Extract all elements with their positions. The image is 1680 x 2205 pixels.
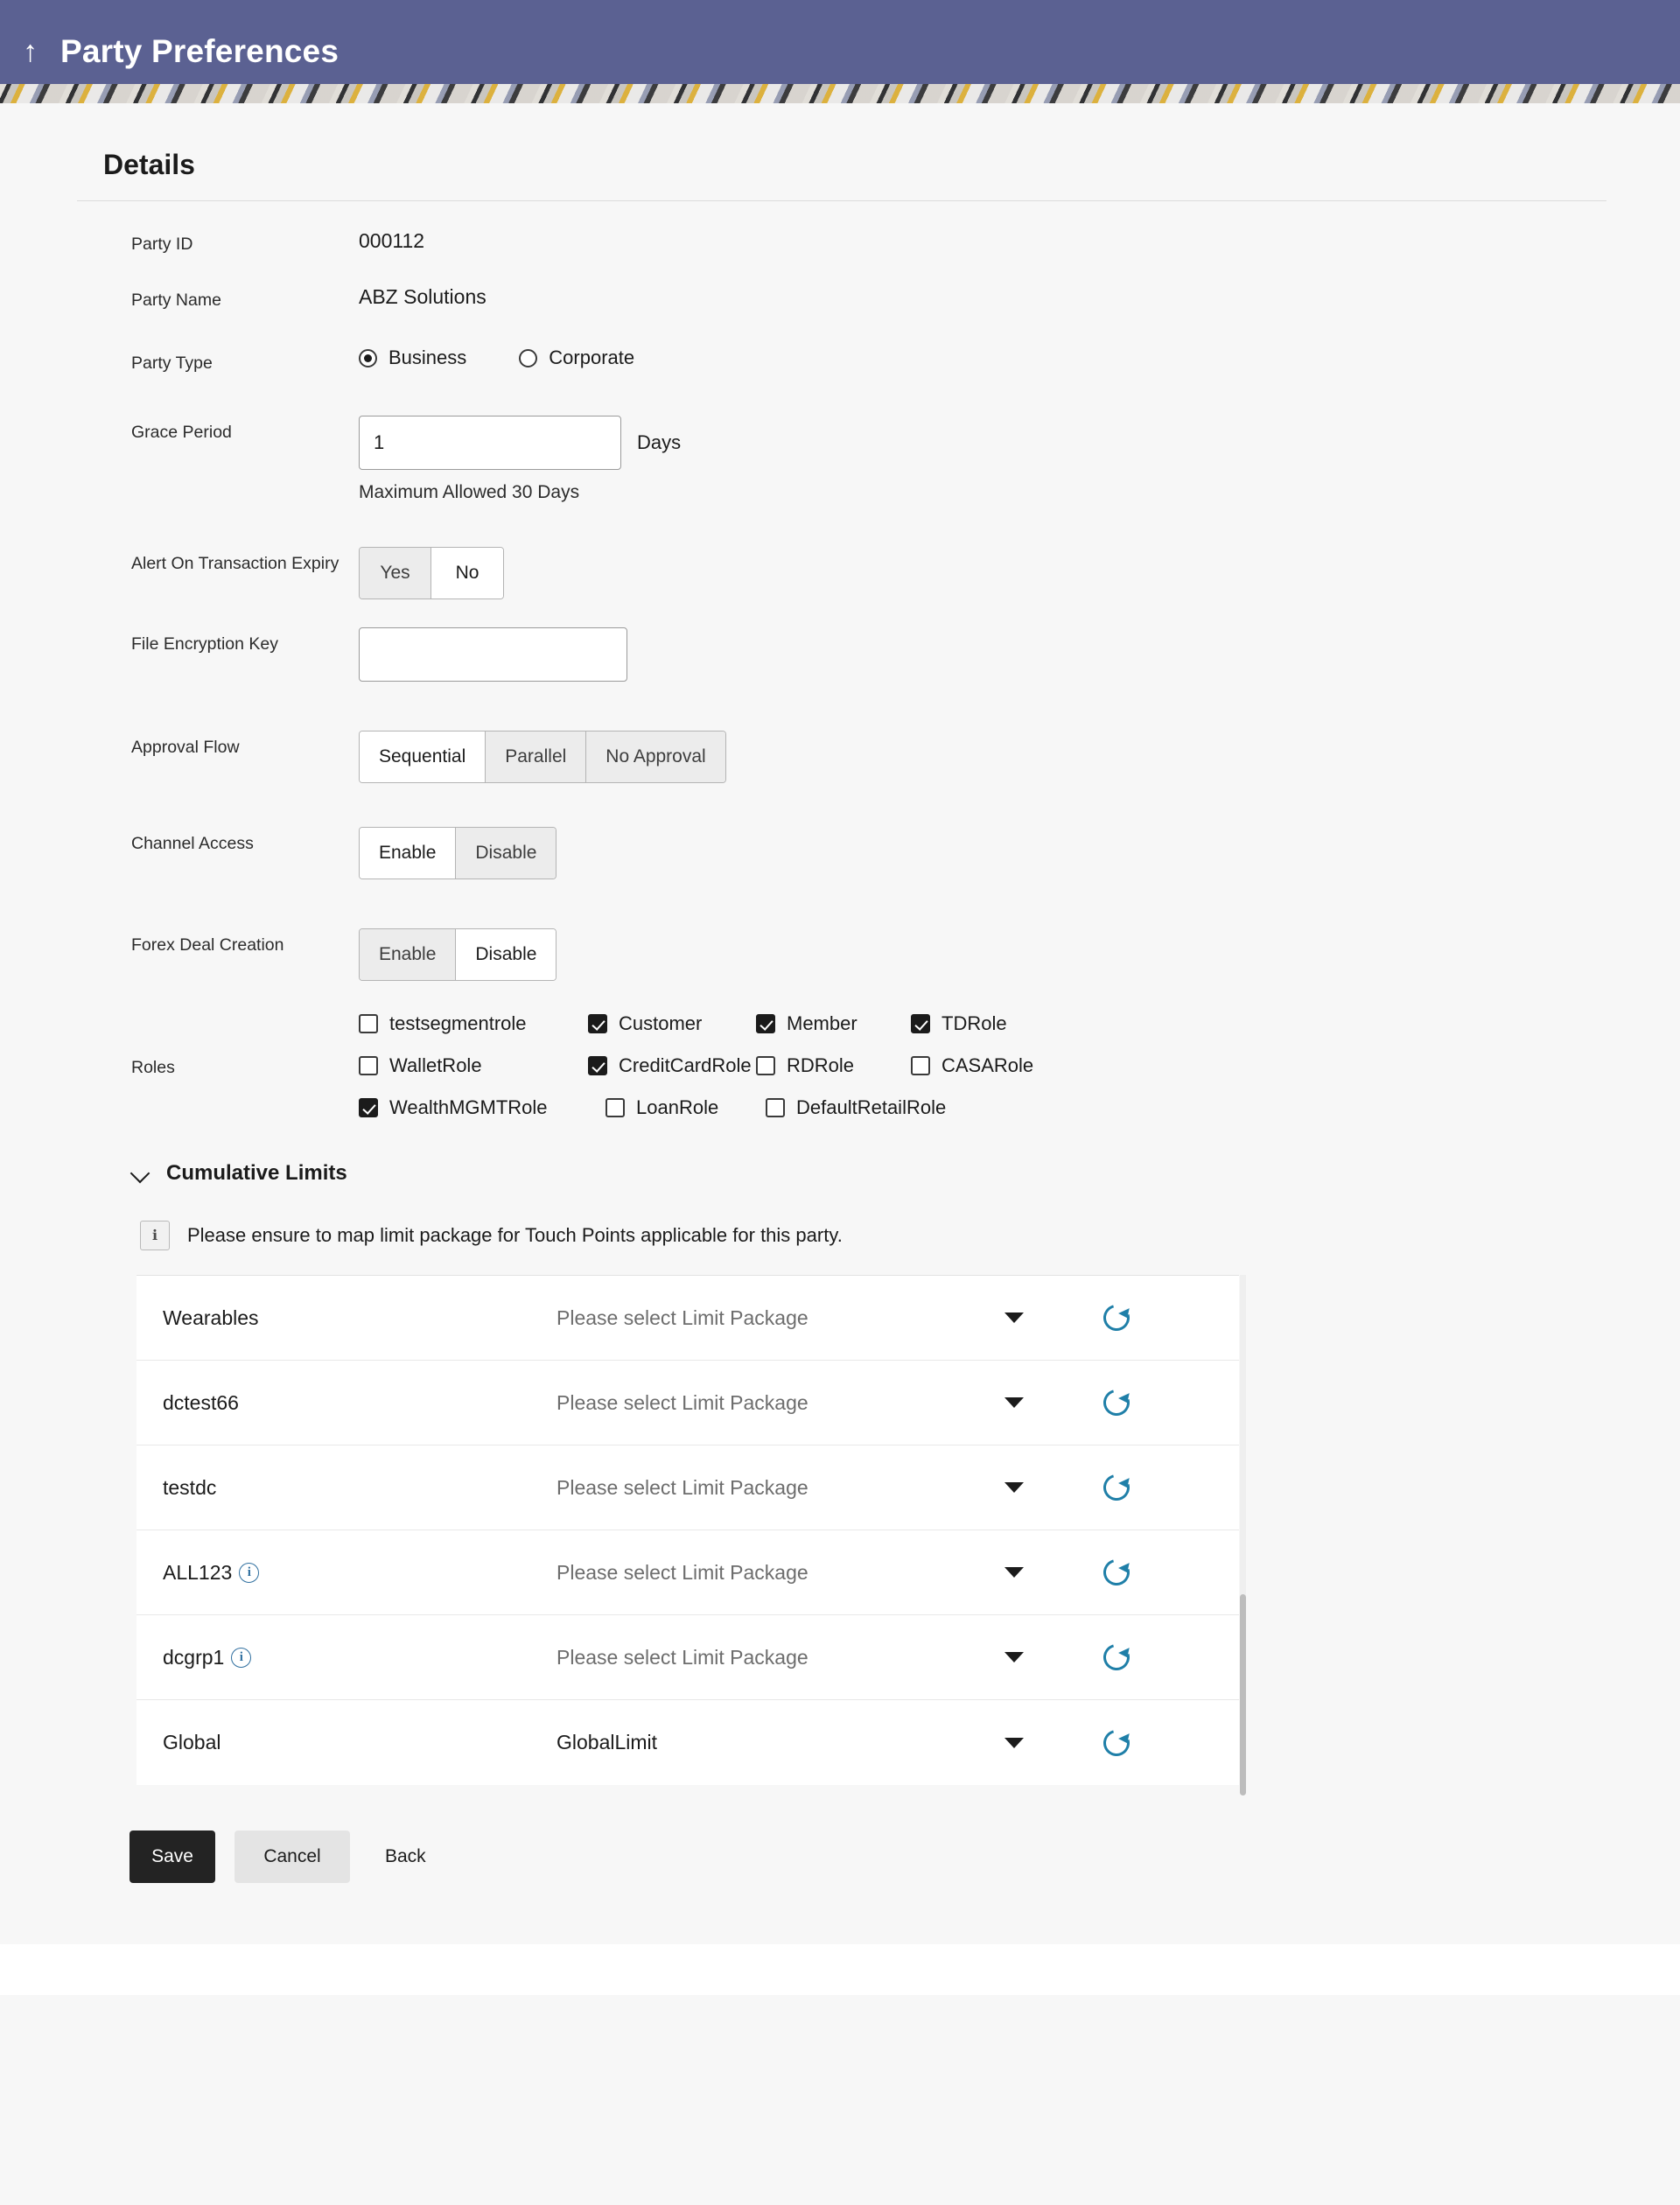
- touchpoint-name: testdc: [163, 1475, 217, 1499]
- back-button[interactable]: Back: [369, 1830, 442, 1883]
- role-label: testsegmentrole: [389, 1012, 527, 1035]
- refresh-icon[interactable]: [1099, 1470, 1135, 1506]
- table-row: [136, 1530, 1239, 1615]
- limit-package-value: GlobalLimit: [556, 1731, 658, 1754]
- party-id-label: Party ID: [131, 234, 193, 254]
- role-label: CreditCardRole: [619, 1054, 752, 1077]
- role-member[interactable]: [756, 1012, 911, 1035]
- party-type-option-corporate[interactable]: [519, 346, 634, 369]
- cumulative-limits-title: Cumulative Limits: [166, 1161, 347, 1186]
- row-grace-period: [77, 375, 1603, 503]
- limit-package-value: Please select Limit Package: [556, 1390, 808, 1414]
- touchpoint-name: dctest66: [163, 1390, 239, 1414]
- limit-package-dropdown[interactable]: [556, 1646, 1029, 1670]
- reset-limit-button[interactable]: [1090, 1559, 1143, 1586]
- approval-flow-parallel[interactable]: Parallel: [486, 732, 586, 782]
- role-wealthmgmtrole[interactable]: [359, 1096, 606, 1119]
- roles-label: Roles: [131, 1057, 175, 1077]
- channel-access-disable[interactable]: Disable: [456, 828, 556, 878]
- row-channel-access: [77, 783, 1603, 879]
- role-creditcardrole[interactable]: [588, 1054, 756, 1077]
- role-label: WealthMGMTRole: [389, 1096, 548, 1119]
- party-type-business-label: Business: [388, 346, 467, 368]
- forex-deal-creation-toggle: [359, 928, 556, 981]
- grace-period-label: Grace Period: [131, 423, 232, 443]
- info-icon[interactable]: i: [231, 1648, 251, 1668]
- role-walletrole[interactable]: [359, 1054, 588, 1077]
- file-encryption-key-label: File Encryption Key: [131, 634, 278, 654]
- checkbox-testsegmentrole-icon[interactable]: [359, 1014, 378, 1033]
- party-type-option-business[interactable]: [359, 346, 466, 369]
- grace-period-helper-text: Maximum Allowed 30 Days: [359, 482, 580, 503]
- row-forex-deal-creation: [77, 879, 1603, 981]
- party-type-radio-group: [359, 346, 1603, 369]
- chevron-down-icon[interactable]: [1004, 1482, 1024, 1493]
- refresh-icon[interactable]: [1099, 1555, 1135, 1591]
- role-label: Member: [787, 1012, 858, 1035]
- limits-notice-text: Please ensure to map limit package for Touch Points applicable for this party.: [187, 1224, 843, 1247]
- limits-notice: [52, 1186, 1628, 1250]
- info-note-icon: ℹ: [140, 1221, 170, 1250]
- role-label: LoanRole: [636, 1096, 719, 1119]
- checkbox-rdrole-icon[interactable]: [756, 1056, 775, 1075]
- role-label: CASARole: [942, 1054, 1034, 1077]
- row-alert-on-expiry: [77, 503, 1603, 599]
- refresh-icon[interactable]: [1099, 1640, 1135, 1676]
- radio-business-icon[interactable]: [359, 349, 377, 368]
- info-icon[interactable]: i: [239, 1563, 259, 1583]
- chevron-down-icon[interactable]: [1004, 1312, 1024, 1323]
- chevron-down-icon[interactable]: [1004, 1652, 1024, 1662]
- party-name-label: Party Name: [131, 290, 221, 310]
- approval-flow-no-approval[interactable]: No Approval: [586, 732, 724, 782]
- role-customer[interactable]: [588, 1012, 756, 1035]
- checkbox-creditcardrole-icon[interactable]: [588, 1056, 607, 1075]
- details-form: [52, 201, 1628, 1119]
- alert-on-expiry-no[interactable]: No: [431, 548, 503, 598]
- details-section-title: Details: [77, 149, 1606, 201]
- row-approval-flow: [77, 682, 1603, 783]
- app-header: [0, 0, 1680, 103]
- chevron-down-icon[interactable]: [1004, 1567, 1024, 1578]
- page-title: Party Preferences: [60, 33, 340, 69]
- limit-package-dropdown[interactable]: [556, 1561, 1029, 1585]
- table-row: [136, 1615, 1239, 1700]
- save-button[interactable]: Save: [130, 1830, 215, 1883]
- limits-table-container: [136, 1275, 1239, 1785]
- roles-row: [359, 1096, 1603, 1119]
- checkbox-casarole-icon[interactable]: [911, 1056, 930, 1075]
- forex-deal-enable[interactable]: Enable: [360, 929, 456, 980]
- table-row: [136, 1446, 1239, 1530]
- header-decorative-stripe: [0, 84, 1680, 103]
- forex-deal-disable[interactable]: Disable: [456, 929, 556, 980]
- chevron-down-icon[interactable]: [131, 1164, 150, 1183]
- limit-package-dropdown[interactable]: [556, 1476, 1029, 1500]
- limit-package-value: Please select Limit Package: [556, 1475, 808, 1499]
- touchpoint-name: ALL123 i: [163, 1561, 556, 1585]
- reset-limit-button[interactable]: [1090, 1644, 1143, 1670]
- details-panel: [52, 103, 1628, 1944]
- limits-scrollbar-thumb[interactable]: [1240, 1594, 1246, 1796]
- limits-table: [136, 1275, 1239, 1785]
- content-area: [0, 103, 1680, 1944]
- row-party-name: [77, 257, 1603, 313]
- role-tdrole[interactable]: [911, 1012, 1007, 1035]
- approval-flow-toggle: [359, 731, 726, 783]
- role-label: Customer: [619, 1012, 703, 1035]
- refresh-icon[interactable]: [1099, 1725, 1135, 1760]
- channel-access-label: Channel Access: [131, 834, 254, 854]
- back-arrow-icon[interactable]: ↑: [23, 35, 38, 68]
- roles-row: [359, 1012, 1603, 1035]
- refresh-icon[interactable]: [1099, 1300, 1135, 1336]
- role-label: DefaultRetailRole: [796, 1096, 947, 1119]
- role-rdrole[interactable]: [756, 1054, 911, 1077]
- approval-flow-label: Approval Flow: [131, 738, 240, 758]
- alert-on-expiry-yes[interactable]: Yes: [360, 548, 431, 598]
- approval-flow-sequential[interactable]: Sequential: [360, 732, 486, 782]
- limit-package-value: Please select Limit Package: [556, 1560, 808, 1584]
- channel-access-enable[interactable]: Enable: [360, 828, 456, 878]
- table-row: [136, 1276, 1239, 1361]
- roles-checkbox-grid: [359, 1011, 1603, 1119]
- checkbox-loanrole-icon[interactable]: [606, 1098, 625, 1117]
- checkbox-wealthmgmtrole-icon[interactable]: [359, 1098, 378, 1117]
- limit-package-value: Please select Limit Package: [556, 1306, 808, 1329]
- cancel-button[interactable]: Cancel: [234, 1830, 350, 1883]
- forex-deal-creation-label: Forex Deal Creation: [131, 935, 284, 956]
- role-label: WalletRole: [389, 1054, 482, 1077]
- file-encryption-key-input[interactable]: [359, 627, 627, 682]
- form-actions: [52, 1785, 1628, 1944]
- role-label: TDRole: [942, 1012, 1007, 1035]
- cumulative-limits-header[interactable]: [52, 1119, 1628, 1186]
- role-label: RDRole: [787, 1054, 855, 1077]
- chevron-down-icon[interactable]: [1004, 1397, 1024, 1408]
- grace-period-unit: Days: [637, 431, 682, 454]
- refresh-icon[interactable]: [1099, 1385, 1135, 1421]
- row-file-encryption-key: [77, 599, 1603, 682]
- role-loanrole[interactable]: [606, 1096, 766, 1119]
- party-id-value: 000112: [359, 229, 425, 252]
- role-casarole[interactable]: [911, 1054, 1033, 1077]
- touchpoint-name: dcgrp1 i: [163, 1646, 556, 1670]
- touchpoint-name: Global: [163, 1731, 221, 1754]
- table-row: [136, 1361, 1239, 1446]
- channel-access-toggle: [359, 827, 556, 879]
- party-type-corporate-label: Corporate: [549, 346, 635, 368]
- page-bottom-strip: [0, 1944, 1680, 1995]
- touchpoint-name: Wearables: [163, 1306, 259, 1329]
- limit-package-dropdown[interactable]: [556, 1391, 1029, 1415]
- chevron-down-icon[interactable]: [1004, 1738, 1024, 1748]
- party-type-label: Party Type: [131, 354, 213, 373]
- reset-limit-button[interactable]: [1090, 1474, 1143, 1501]
- reset-limit-button[interactable]: [1090, 1730, 1143, 1756]
- party-name-value: ABZ Solutions: [359, 285, 486, 308]
- checkbox-walletrole-icon[interactable]: [359, 1056, 378, 1075]
- checkbox-defaultretailrole-icon[interactable]: [766, 1098, 785, 1117]
- row-roles: [77, 981, 1603, 1119]
- roles-row: [359, 1054, 1603, 1077]
- page-body: [0, 103, 1680, 2205]
- checkbox-tdrole-icon[interactable]: [911, 1014, 930, 1033]
- alert-on-expiry-label: Alert On Transaction Expiry: [131, 554, 340, 574]
- row-party-id: [77, 201, 1603, 257]
- limit-package-dropdown[interactable]: [556, 1731, 1029, 1754]
- reset-limit-button[interactable]: [1090, 1305, 1143, 1331]
- grace-period-input[interactable]: [359, 416, 621, 470]
- table-row: [136, 1700, 1239, 1785]
- radio-corporate-icon[interactable]: [519, 349, 537, 368]
- role-testsegmentrole[interactable]: [359, 1012, 588, 1035]
- alert-on-expiry-toggle: [359, 547, 504, 599]
- checkbox-customer-icon[interactable]: [588, 1014, 607, 1033]
- checkbox-member-icon[interactable]: [756, 1014, 775, 1033]
- limit-package-dropdown[interactable]: [556, 1306, 1029, 1330]
- reset-limit-button[interactable]: [1090, 1390, 1143, 1416]
- limit-package-value: Please select Limit Package: [556, 1645, 808, 1669]
- row-party-type: [77, 313, 1603, 375]
- role-defaultretailrole[interactable]: [766, 1096, 946, 1119]
